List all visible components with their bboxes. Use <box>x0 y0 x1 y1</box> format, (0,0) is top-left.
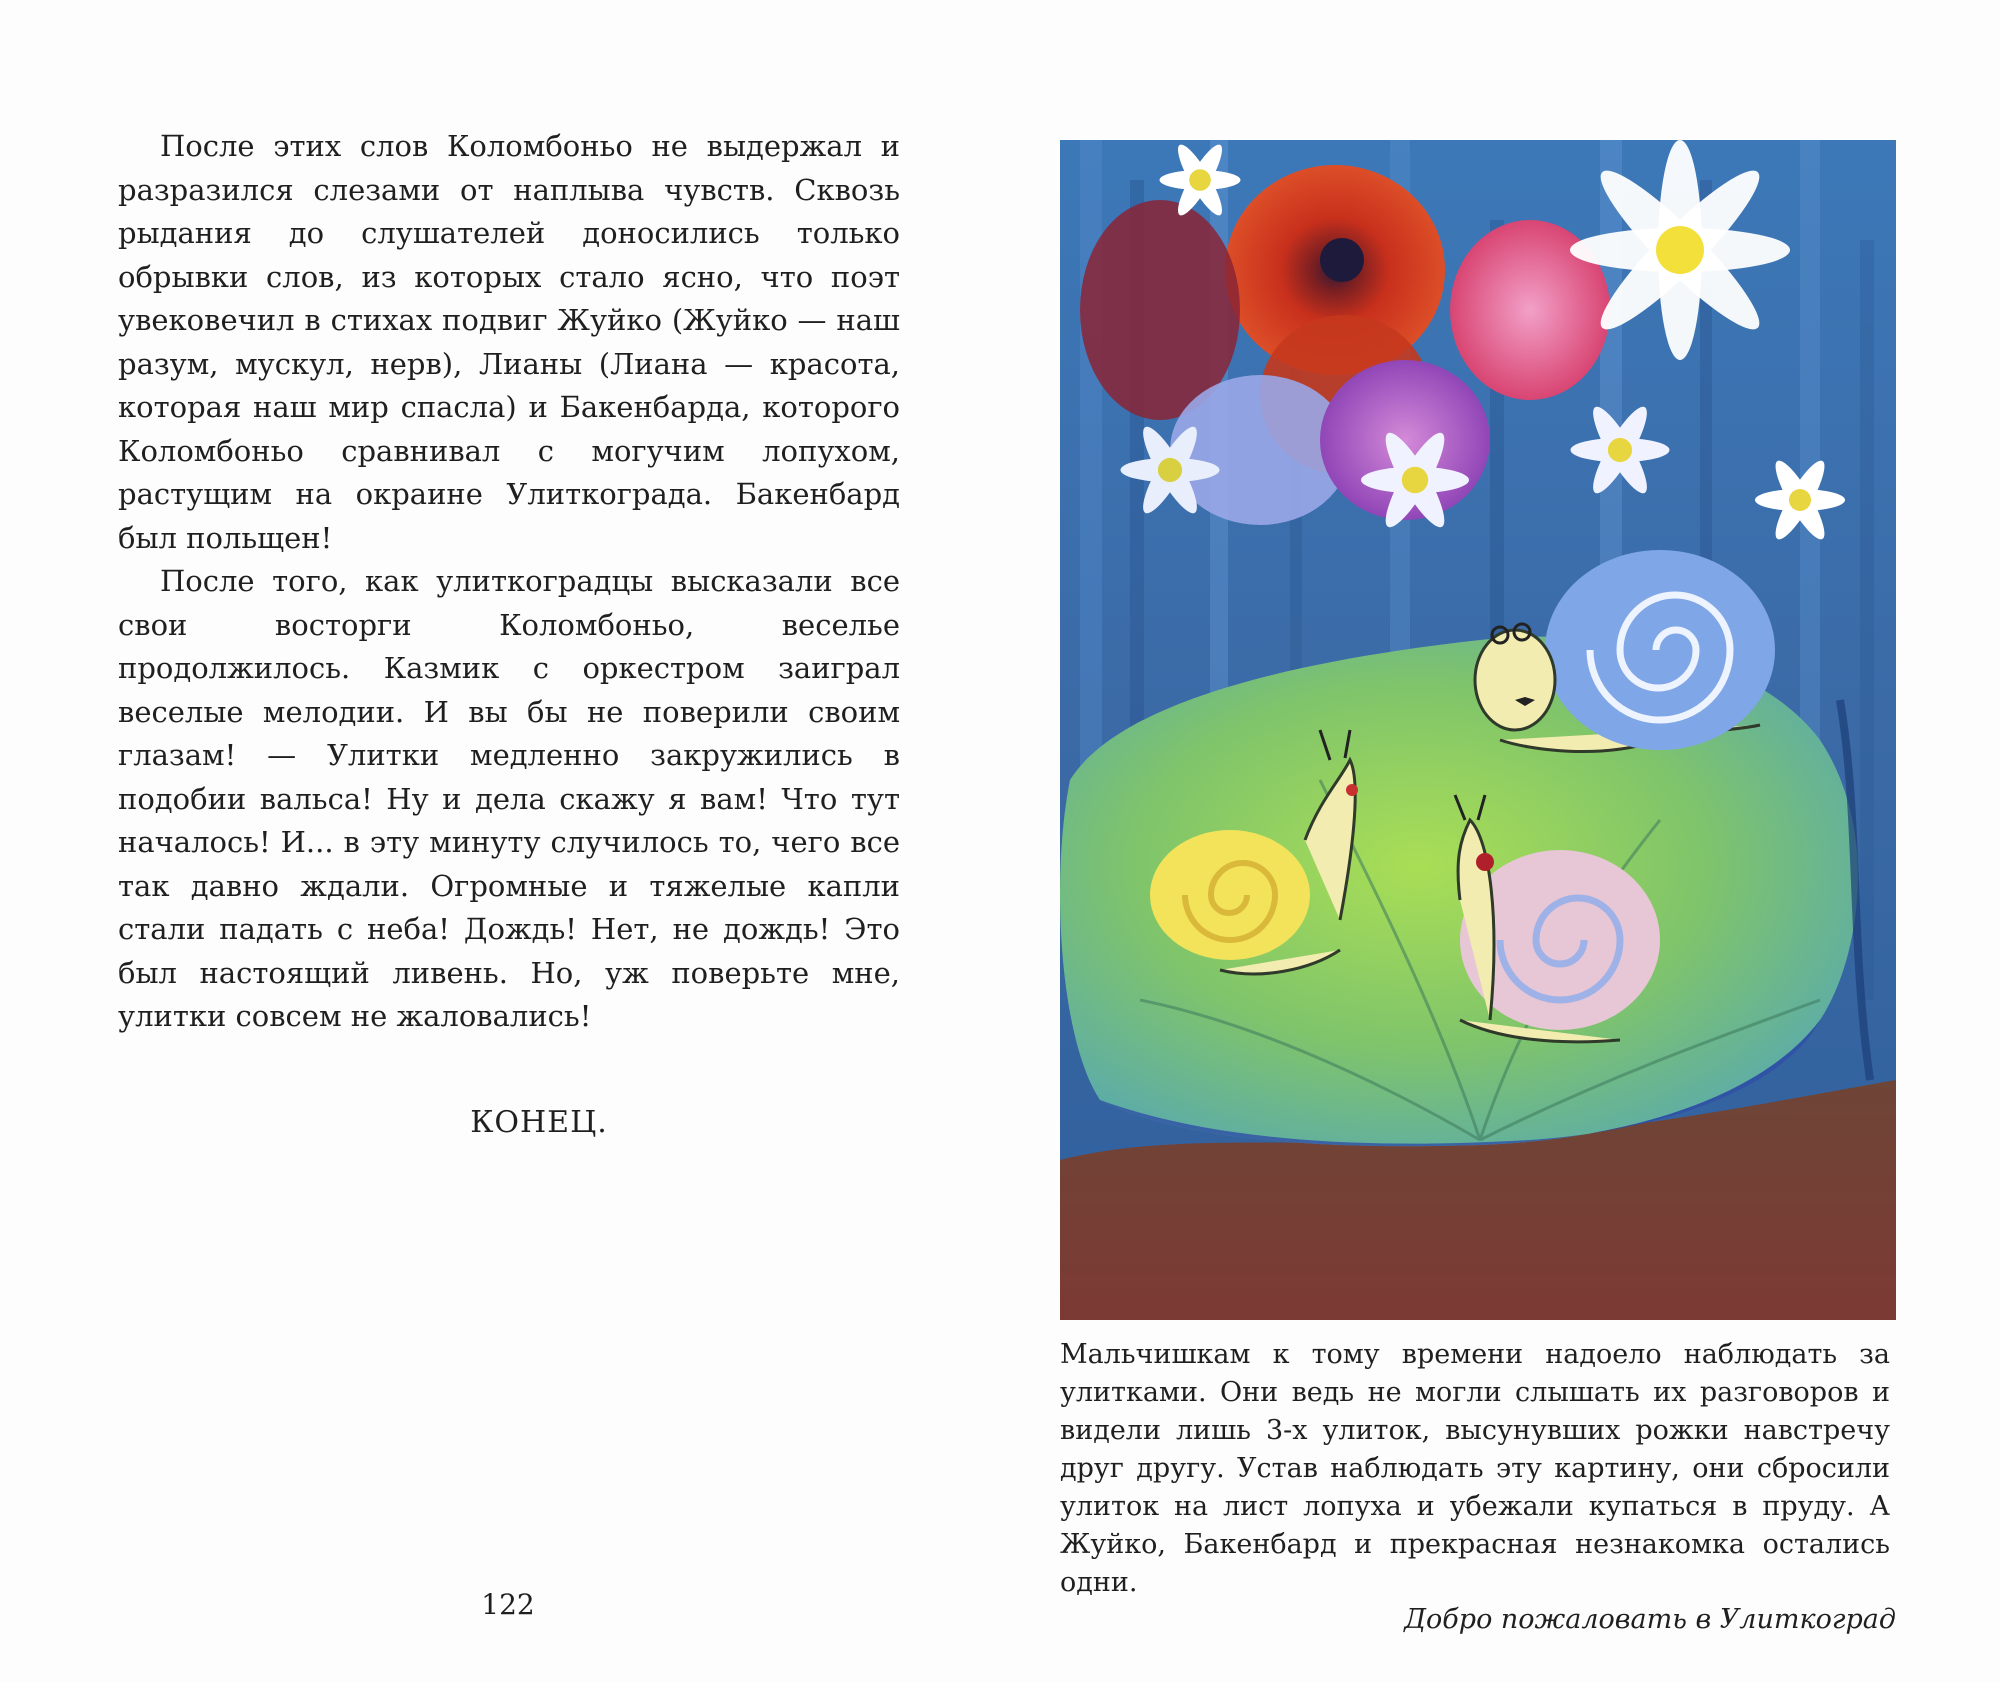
illustration-caption: Мальчишкам к тому времени надоело наблюдать за улитками. Они ведь не могли слышать их разговоров и видели лишь 3-х улиток, высунувших рожки навстречу друг другу. Устав наблюдать эту картину, они сбросили улиток на лист лопуха и убежали купаться в пруду. А Жуйко, Бакенбард и прекрасная незнакомка остались одни. <box>1060 1339 1890 1598</box>
illustration-canvas <box>1060 140 1896 1320</box>
page-number: 122 <box>481 1588 535 1621</box>
paragraph-1: После этих слов Коломбоньо не выдержал и разразился слезами от наплыва чувств. Сквозь рыдания до слушателей доносились только обрывки слов, из которых стало ясно, что поэт увековечил в стихах подвиг Жуйко (Жуйко — наш разум, мускул, нерв), Лианы (Лиана — красота, которая наш мир спасла) и Бакенбарда, которого Коломбоньо сравнивал с могучим лопухом, растущим на окраине Улиткограда. Бакенбард был польщен! <box>118 129 900 555</box>
right-page <box>1060 140 1900 1638</box>
ending-title: КОНЕЦ. <box>470 1104 608 1140</box>
watercolor-illustration <box>1060 140 1896 1320</box>
left-page <box>118 125 900 1140</box>
story-text <box>118 125 900 1039</box>
paragraph-2: После того, как улиткоградцы высказали все свои восторги Коломбоньо, веселье продолжилось. Казмик с оркестром заиграл веселые мелодии. И вы бы не поверили своим глазам! — Улитки медленно закружились в подобии вальса! Ну и дела скажу я вам! Что тут началось! И... в эту минуту случилось то, чего все так давно ждали. Огромные и тяжелые капли стали падать с неба! Дождь! Нет, не дождь! Это был настоящий ливень. Но, уж поверьте мне, улитки совсем не жаловались! <box>118 564 900 1033</box>
caption-source: Добро пожаловать в Улиткоград <box>1404 1604 1896 1635</box>
